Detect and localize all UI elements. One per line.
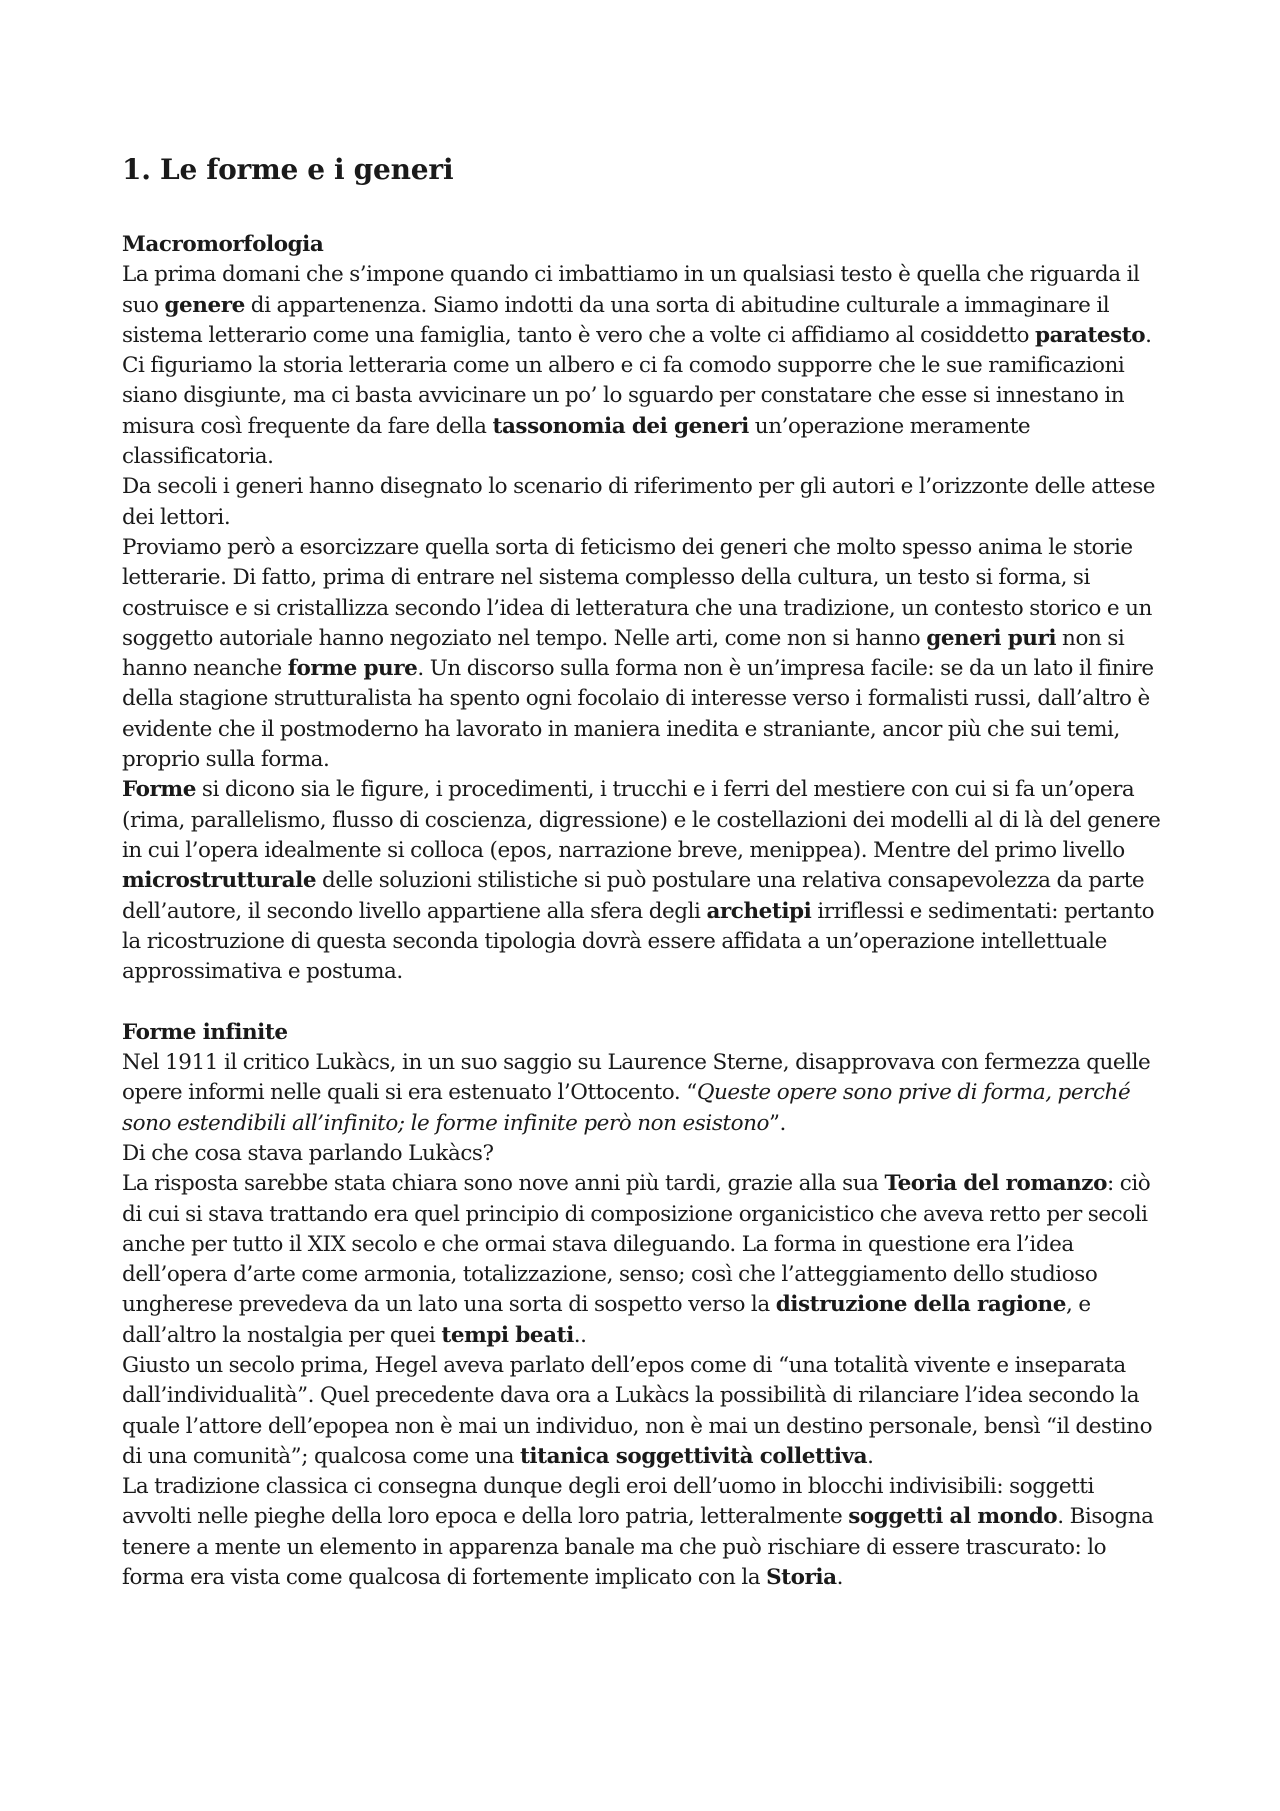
section xyxy=(122,230,1168,987)
text-run: irriflessi e sedimentati: pertanto la ricostruzione di questa seconda tipologia dovrà essere affidata a un’operazione intellettuale approssimativa e postuma. xyxy=(122,898,1155,985)
text-run: Di che cosa stava parlando Lukàcs? xyxy=(122,1140,494,1166)
text-run: un’operazione meramente classificatoria. xyxy=(122,413,1031,470)
paragraph xyxy=(122,1169,1168,1351)
text-run: di appartenenza. Siamo indotti da una sorta di abitudine culturale a immaginare il sistema letterario come una famiglia, tanto è vero che a volte ci affidiamo al cosiddetto xyxy=(122,292,1110,348)
text-run: Da secoli i generi hanno disegnato lo scenario di riferimento per gli autori e l’orizzonte delle attese dei lettori. xyxy=(122,474,1156,530)
bold-term: soggetti al mondo xyxy=(848,1504,1058,1530)
text-run: La risposta sarebbe stata chiara sono nove anni più tardi, grazie alla sua xyxy=(122,1171,885,1197)
text-run: si dicono sia le figure, i procedimenti, i trucchi e i ferri del mestiere con cui si fa un’opera (rima, parallelismo, flusso di coscienza, digressione) e le costellazioni dei modelli al di là del genere in cui l’opera idealmente si colloca (epos, narrazione breve, menippea). Mentre del primo livello xyxy=(122,777,1161,863)
document-body xyxy=(122,230,1168,1593)
paragraph xyxy=(122,472,1168,533)
bold-term: forme pure xyxy=(287,656,418,682)
text-run: Nel 1911 il critico Lukàcs, in un suo saggio su Laurence Sterne, disapprovava con fermezza quelle opere informi nelle quali si era estenuato l’Ottocento. “ xyxy=(122,1050,1151,1106)
text-run: delle soluzioni stilistiche si può postulare una relativa consapevolezza da parte dell’autore, il secondo livello appartiene alla sfera degli xyxy=(122,868,1145,924)
page-title: 1. Le forme e i generi xyxy=(122,153,454,186)
bold-term: generi puri xyxy=(926,625,1057,651)
paragraph xyxy=(122,1351,1168,1472)
document-page xyxy=(122,150,1168,1593)
paragraph xyxy=(122,260,1168,472)
section xyxy=(122,1018,1168,1594)
text-run: . Ci figuriamo la storia letteraria come un albero e ci fa comodo supporre che le sue ramificazioni siano disgiunte, ma ci basta avvicinare un po’ lo sguardo per constatare che esse si innestano in misura così frequente da fare della xyxy=(122,322,1152,439)
text-run: Giusto un secolo prima, Hegel aveva parlato dell’epos come di “una totalità vivente e inseparata dall’individualità”. Quel precedente dava ora a Lukàcs la possibilità di rilanciare l’idea secondo la quale l’attore dell’epopea non è mai un individuo, non è mai un destino personale, bensì “il destino di una comunità”; qualcosa come una xyxy=(122,1352,1153,1469)
bold-term: Forme xyxy=(122,777,196,803)
text-run: , e dall’altro la nostalgia per quei xyxy=(122,1292,1091,1348)
bold-term: tassonomia dei generi xyxy=(492,413,749,439)
text-run: Proviamo però a esorcizzare quella sorta di feticismo dei generi che molto spesso anima le storie letterarie. Di fatto, prima di entrare nel sistema complesso della cultura, un testo si forma, si costruisce e si cristallizza secondo l’idea di letteratura che una tradizione, un contesto storico e un soggetto autoriale hanno negoziato nel tempo. Nelle arti, come non si hanno xyxy=(122,534,1152,651)
text-run: non si hanno neanche xyxy=(122,625,1125,682)
bold-term: paratesto xyxy=(1034,322,1146,348)
text-run: ”. xyxy=(768,1110,786,1136)
bold-term: distruzione della ragione xyxy=(775,1292,1066,1318)
text-run: . Un discorso sulla forma non è un’impresa facile: se da un lato il finire della stagione strutturalista ha spento ogni focolaio di interesse verso i formalisti russi, dall’altro è evidente che il postmoderno ha lavorato in maniera inedita e straniante, ancor più che sui temi, proprio sulla forma. xyxy=(122,656,1154,773)
bold-term: titanica soggettività collettiva xyxy=(519,1443,868,1469)
bold-term: archetipi xyxy=(706,898,812,924)
section-title: Macromorfologia xyxy=(122,232,324,257)
paragraph xyxy=(122,775,1168,987)
text-run: . xyxy=(836,1565,844,1591)
text-run: La tradizione classica ci consegna dunque degli eroi dell’uomo in blocchi indivisibili: soggetti avvolti nelle pieghe della loro epoca e della loro patria, letteralmente xyxy=(122,1474,1094,1530)
section-title: Forme infinite xyxy=(122,1019,288,1045)
paragraph xyxy=(122,1472,1168,1593)
text-run: . xyxy=(867,1443,874,1469)
text-run: : ciò di cui si stava trattando era quel principio di composizione organicistico che aveva retto per secoli anche per tutto il XIX secolo e che ormai stava dileguando. La forma in questione era l’idea dell’opera d’arte come armonia, totalizzazione, senso; così che l’atteggiamento dello studioso ungherese prevedeva da un lato una sorta di sospetto verso la xyxy=(122,1171,1151,1318)
text-run: La prima domani che s’impone quando ci imbattiamo in un qualsiasi testo è quella che riguarda il suo xyxy=(122,262,1140,318)
bold-term: microstrutturale xyxy=(122,868,317,894)
text-run: .. xyxy=(573,1322,587,1348)
bold-term: tempi beati xyxy=(441,1322,574,1348)
text-run: . Bisogna tenere a mente un elemento in apparenza banale ma che può rischiare di essere trascurato: lo forma era vista come qualcosa di fortemente implicato con la xyxy=(122,1504,1154,1591)
bold-term: genere xyxy=(164,292,245,318)
bold-term: Teoria del romanzo xyxy=(884,1171,1107,1197)
paragraph xyxy=(122,1048,1168,1139)
bold-term: Storia xyxy=(766,1565,837,1591)
italic-quote: Queste opere sono prive di forma, perché sono estendibili all’infinito; le forme infinite però non esistono xyxy=(122,1080,1131,1136)
paragraph xyxy=(122,533,1168,775)
paragraph xyxy=(122,1139,1168,1169)
section-gap xyxy=(122,987,1168,1017)
